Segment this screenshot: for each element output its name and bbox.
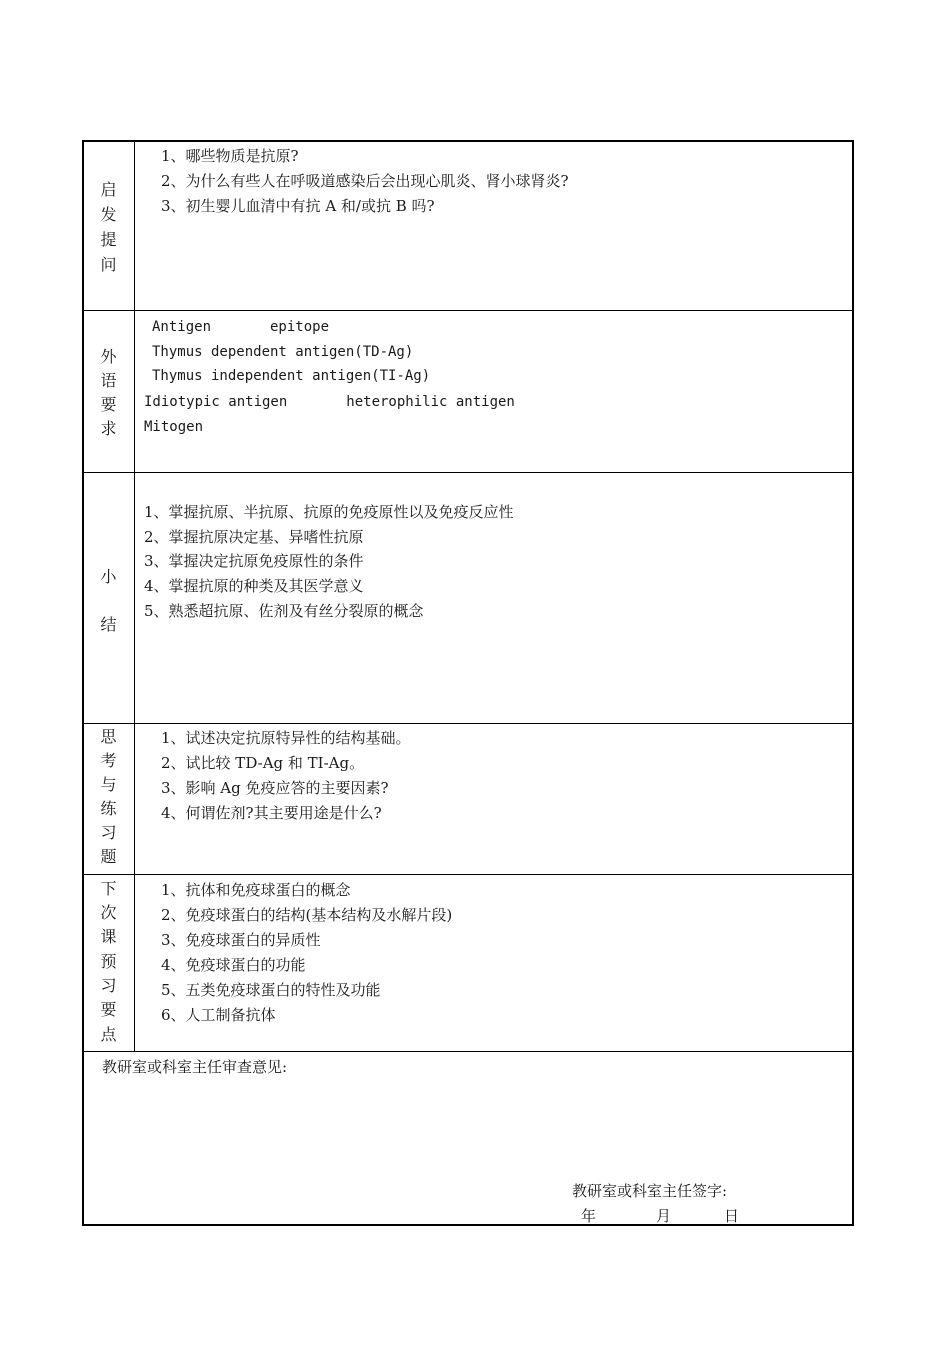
exercises-label [84, 724, 135, 874]
list-item: Idiotypic antigen heterophilic antigen [144, 394, 515, 410]
label-char: 练 [100, 799, 117, 818]
list-item: 5、熟悉超抗原、佐剂及有丝分裂原的概念 [144, 602, 424, 620]
list-item: 5、五类免疫球蛋白的特性及功能 [161, 981, 381, 999]
label-char: 习 [100, 823, 117, 842]
label-char: 问 [100, 255, 117, 274]
label-char: 次 [100, 903, 117, 922]
list-item: Thymus dependent antigen(TD-Ag) [152, 344, 414, 360]
list-item: 4、何谓佐剂?其主要用途是什么? [161, 804, 382, 822]
date-month: 月 [656, 1207, 672, 1225]
date-year: 年 [581, 1207, 597, 1225]
label-char: 发 [100, 205, 117, 224]
label-char: 点 [100, 1025, 117, 1044]
label-char: 外 [100, 347, 117, 366]
preview-label [84, 875, 135, 1051]
list-item: 6、人工制备抗体 [161, 1006, 276, 1024]
label-char: 考 [100, 751, 117, 770]
label-char: 要 [100, 1000, 117, 1019]
label-char: 启 [100, 180, 117, 199]
heuristic-questions-content [136, 142, 852, 310]
preview-content [136, 875, 852, 1051]
list-item: Mitogen [144, 419, 204, 435]
preview-row [84, 875, 852, 1052]
list-item: Thymus independent antigen(TI-Ag) [152, 368, 431, 384]
label-char: 小 [100, 567, 117, 586]
list-item: 2、掌握抗原决定基、异嗜性抗原 [144, 528, 364, 546]
exercises-row [84, 724, 852, 875]
list-item: 2、为什么有些人在呼吸道感染后会出现心肌炎、肾小球肾炎? [161, 172, 569, 190]
list-item: 3、影响 Ag 免疫应答的主要因素? [161, 779, 389, 797]
label-char: 与 [100, 775, 117, 794]
list-item: 3、初生婴儿血清中有抗 A 和/或抗 B 吗? [161, 197, 435, 215]
heuristic-questions-row [84, 142, 852, 311]
review-title: 教研室或科室主任审查意见: [102, 1058, 288, 1076]
list-item: 2、免疫球蛋白的结构(基本结构及水解片段) [161, 906, 453, 924]
label-char: 求 [100, 419, 117, 438]
label-char: 下 [100, 879, 117, 898]
review-row [84, 1052, 852, 1224]
exercises-content [136, 724, 852, 874]
list-item: 2、试比较 TD-Ag 和 TI-Ag。 [161, 754, 365, 772]
review-content [84, 1052, 852, 1224]
label-char: 思 [100, 727, 117, 746]
signature-label: 教研室或科室主任签字: [572, 1182, 728, 1200]
summary-row [84, 473, 852, 724]
lesson-plan-table [82, 140, 854, 1226]
heuristic-questions-label [84, 142, 135, 310]
list-item: Antigen epitope [152, 319, 330, 335]
summary-label [84, 473, 135, 723]
list-item: 3、免疫球蛋白的异质性 [161, 931, 321, 949]
list-item: 1、抗体和免疫球蛋白的概念 [161, 881, 351, 899]
label-char: 预 [100, 952, 117, 971]
label-char: 结 [100, 615, 117, 634]
list-item: 3、掌握决定抗原免疫原性的条件 [144, 552, 364, 570]
summary-content [136, 473, 852, 723]
foreign-language-content [136, 311, 852, 472]
list-item: 1、哪些物质是抗原? [161, 147, 299, 165]
label-char: 语 [100, 371, 117, 390]
list-item: 4、掌握抗原的种类及其医学意义 [144, 577, 364, 595]
label-char: 课 [100, 927, 117, 946]
label-char: 提 [100, 230, 117, 249]
label-char: 习 [100, 976, 117, 995]
list-item: 1、掌握抗原、半抗原、抗原的免疫原性以及免疫反应性 [144, 503, 514, 521]
list-item: 4、免疫球蛋白的功能 [161, 956, 306, 974]
foreign-language-label [84, 311, 135, 472]
label-char: 要 [100, 395, 117, 414]
list-item: 1、试述决定抗原特异性的结构基础。 [161, 729, 411, 747]
label-char: 题 [100, 847, 117, 866]
foreign-language-row [84, 311, 852, 473]
date-day: 日 [724, 1207, 740, 1225]
